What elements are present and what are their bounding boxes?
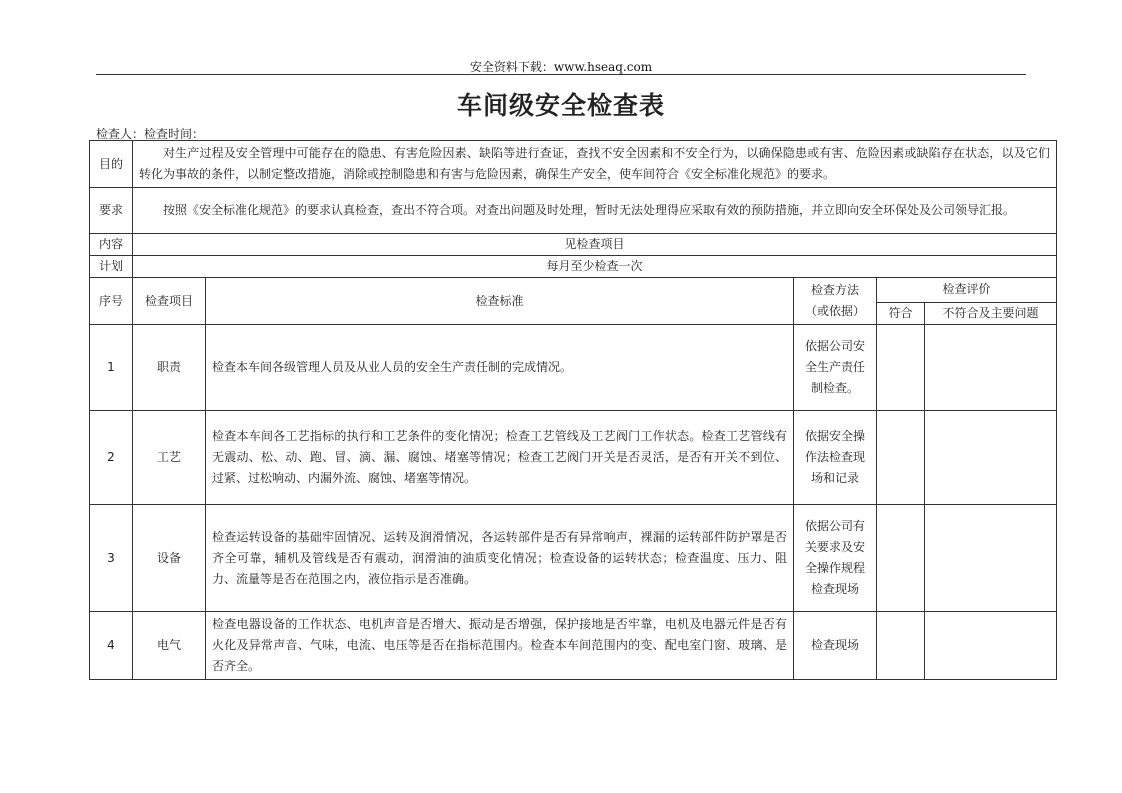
row-item: 电气	[133, 612, 206, 680]
row-standard: 检查运转设备的基础牢固情况、运转及润滑情况，各运转部件是否有异常响声，裸漏的运转部件防护罩是否齐全可靠，辅机及管线是否有震动，润滑油的油质变化情况；检查设备的运转状态；检查温度、压力、阻力、流量等是否在范围之内，液位指示是否准确。	[206, 505, 794, 612]
row-method: 依据安全操作法检查现场和记录	[794, 411, 877, 505]
header-evaluation: 检查评价	[877, 278, 1057, 303]
row-method: 依据公司安全生产责任制检查。	[794, 325, 877, 411]
row-conform[interactable]	[877, 325, 925, 411]
header-conform: 符合	[877, 302, 925, 324]
header-method: 检查方法（或依据）	[794, 278, 877, 325]
row-standard: 检查本车间各级管理人员及从业人员的安全生产责任制的完成情况。	[206, 325, 794, 411]
table-row	[90, 505, 1057, 612]
header-nonconform: 不符合及主要问题	[925, 302, 1057, 324]
row-nonconform[interactable]	[925, 325, 1057, 411]
info-label: 目的	[90, 141, 133, 188]
table-row	[90, 325, 1057, 411]
info-content: 见检查项目	[133, 234, 1057, 256]
inspector-line: 检查人：检查时间：	[96, 127, 205, 141]
row-no: 2	[90, 411, 133, 505]
row-item: 设备	[133, 505, 206, 612]
table-row	[90, 612, 1057, 680]
info-content: 每月至少检查一次	[133, 256, 1057, 278]
info-content: 按照《安全标准化规范》的要求认真检查，查出不符合项。对查出问题及时处理，暂时无法处理得应采取有效的预防措施，并立即向安全环保处及公司领导汇报。	[133, 188, 1057, 234]
table-header-row	[90, 278, 1057, 303]
row-nonconform[interactable]	[925, 612, 1057, 680]
header-site-text: 安全资料下载：www.hseaq.com	[469, 60, 653, 74]
row-no: 1	[90, 325, 133, 411]
inspection-table	[89, 140, 1057, 680]
row-nonconform[interactable]	[925, 505, 1057, 612]
info-label: 计划	[90, 256, 133, 278]
row-conform[interactable]	[877, 411, 925, 505]
row-item: 职责	[133, 325, 206, 411]
info-label: 内容	[90, 234, 133, 256]
info-row-plan	[90, 256, 1057, 278]
row-method: 检查现场	[794, 612, 877, 680]
page-title: 车间级安全检查表	[456, 91, 665, 120]
row-conform[interactable]	[877, 505, 925, 612]
row-method: 依据公司有关要求及安全操作规程检查现场	[794, 505, 877, 612]
table-row	[90, 411, 1057, 505]
row-conform[interactable]	[877, 612, 925, 680]
info-label: 要求	[90, 188, 133, 234]
header-no: 序号	[90, 278, 133, 325]
info-content: 对生产过程及安全管理中可能存在的隐患、有害危险因素、缺陷等进行查证，查找不安全因素和不安全行为，以确保隐患或有害、危险因素或缺陷存在状态，以及它们转化为事故的条件，以制定整改措施，消除或控制隐患和有害与危险因素，确保生产安全，使车间符合《安全标准化规范》的要求。	[133, 141, 1057, 188]
info-row-content	[90, 234, 1057, 256]
row-standard: 检查电器设备的工作状态、电机声音是否增大、振动是否增强，保护接地是否牢靠，电机及电器元件是否有火化及异常声音、气味，电流、电压等是否在指标范围内。检查本车间范围内的变、配电室门窗、玻璃、是否齐全。	[206, 612, 794, 680]
info-row-requirement	[90, 188, 1057, 234]
header-divider	[96, 74, 1026, 75]
info-row-purpose	[90, 141, 1057, 188]
header-standard: 检查标准	[206, 278, 794, 325]
header-item: 检查项目	[133, 278, 206, 325]
row-no: 3	[90, 505, 133, 612]
row-no: 4	[90, 612, 133, 680]
row-standard: 检查本车间各工艺指标的执行和工艺条件的变化情况；检查工艺管线及工艺阀门工作状态。检查工艺管线有无震动、松、动、跑、冒、滴、漏、腐蚀、堵塞等情况；检查工艺阀门开关是否灵活，是否有开关不到位、过紧、过松响动、内漏外流、腐蚀、堵塞等情况。	[206, 411, 794, 505]
row-item: 工艺	[133, 411, 206, 505]
row-nonconform[interactable]	[925, 411, 1057, 505]
